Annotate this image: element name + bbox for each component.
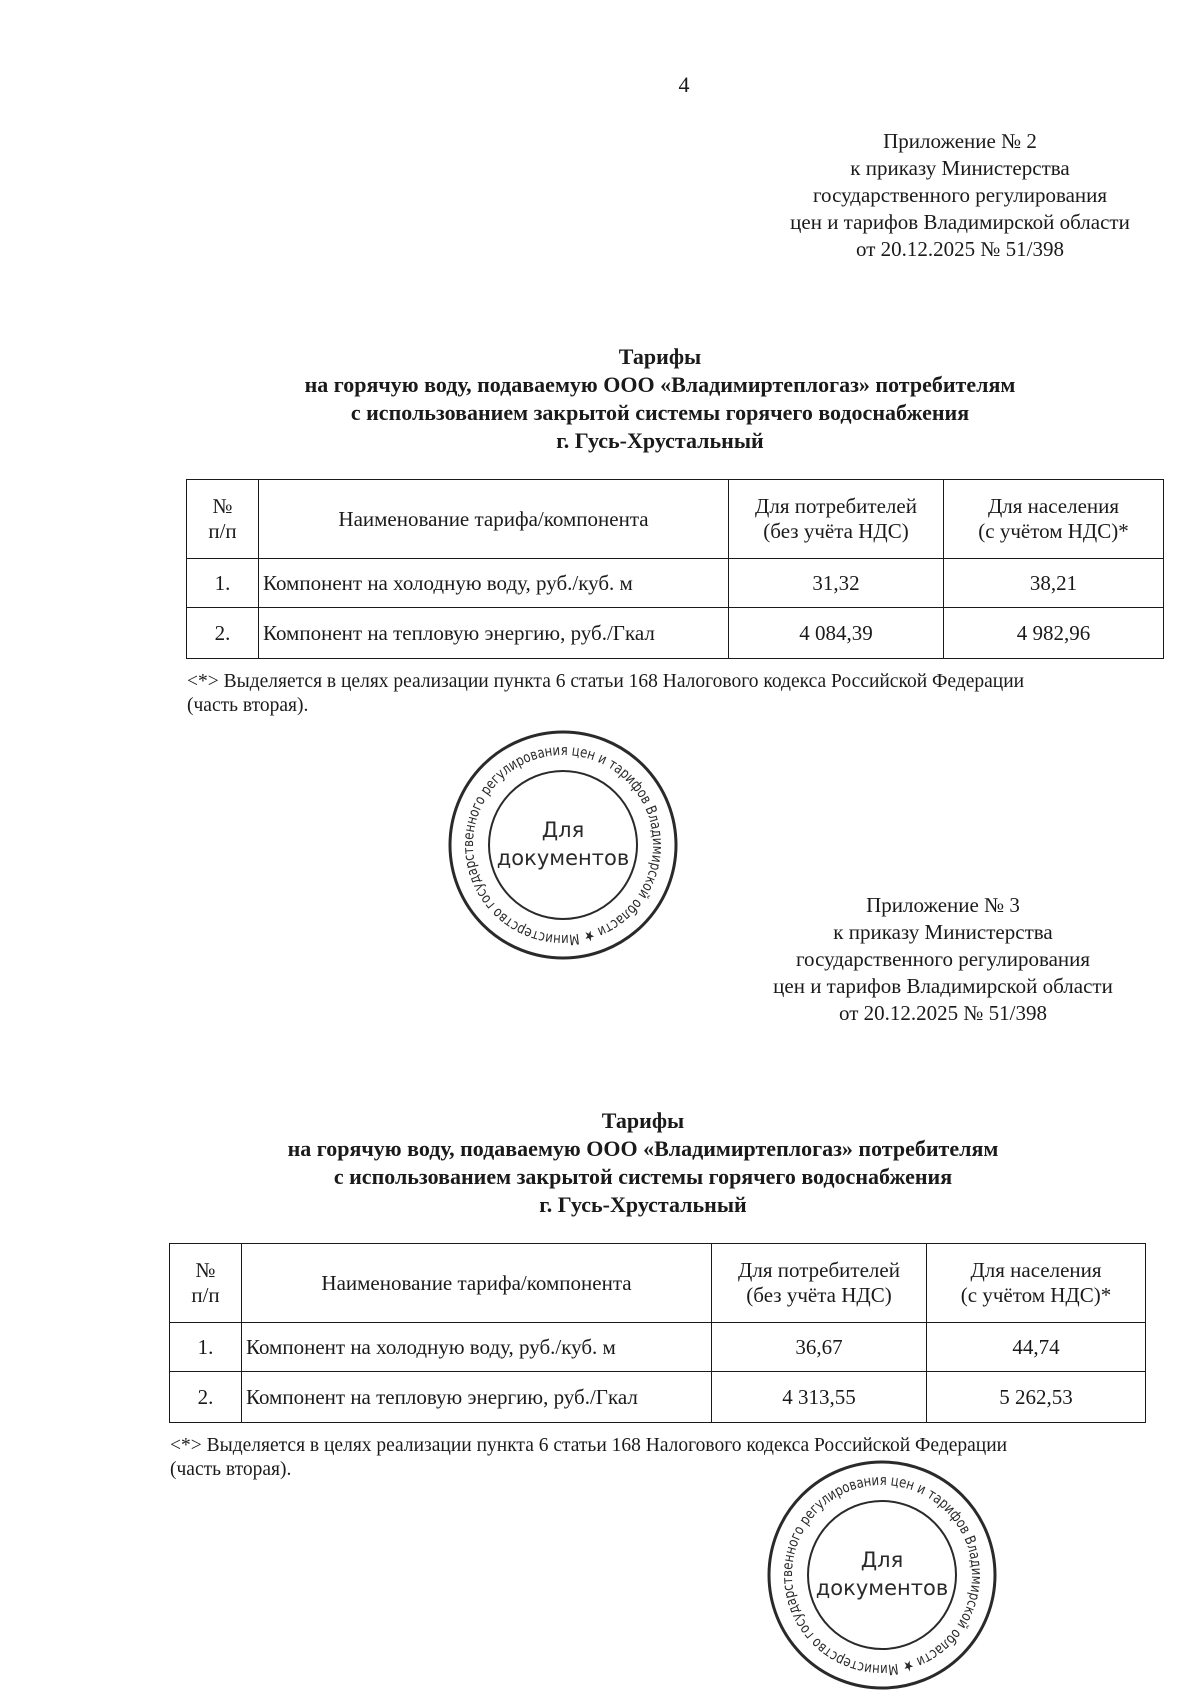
official-stamp-2 [762, 1455, 1002, 1695]
stamp-center-line: документов [815, 1576, 949, 1600]
title-line: на горячую воду, подаваемую ООО «Владимиртеплогаз» потребителям [304, 372, 1016, 397]
stamp-center-line: Для [860, 1548, 904, 1572]
stamp-center-line: Для [541, 818, 585, 842]
header-number-line: п/п [191, 1283, 220, 1307]
header-population-line: (с учётом НДС)* [960, 1283, 1112, 1307]
header-population [927, 1244, 1146, 1323]
appendix-line: Приложение № 3 [866, 893, 1020, 917]
tariff-table-2 [169, 1243, 1146, 1423]
header-consumers [712, 1244, 927, 1323]
stamp-outer-ring [450, 732, 676, 958]
table-row [187, 608, 1164, 659]
header-number [170, 1244, 242, 1323]
cell-name: Компонент на холодную воду, руб./куб. м [259, 559, 729, 608]
stamp-inner-ring [489, 771, 637, 919]
header-consumers [729, 480, 944, 559]
tariff-title-2 [183, 1107, 1103, 1219]
appendix-line: к приказу Министерства [833, 920, 1053, 944]
stamp-ring-textpath: Министерство государственного регулирования цен и тарифов Владимирской области ★ [779, 1472, 985, 1678]
table-row [187, 559, 1164, 608]
cell-number: 1. [170, 1323, 242, 1372]
appendix-line: к приказу Министерства [850, 156, 1070, 180]
table-header-row [187, 480, 1164, 559]
header-number-line: № [195, 1258, 216, 1282]
table-row [170, 1372, 1146, 1423]
header-number [187, 480, 259, 559]
title-line: с использованием закрытой системы горячего водоснабжения [333, 1164, 953, 1189]
header-consumers-line: (без учёта НДС) [746, 1283, 892, 1307]
cell-population: 44,74 [927, 1323, 1146, 1372]
cell-name: Компонент на тепловую энергию, руб./Гкал [242, 1372, 712, 1423]
appendix-line: от 20.12.2025 № 51/398 [855, 237, 1065, 261]
cell-number: 2. [170, 1372, 242, 1423]
stamp-outer-ring [769, 1462, 995, 1688]
title-line: Тарифы [618, 344, 702, 369]
title-line: г. Гусь-Хрустальный [539, 1192, 747, 1217]
header-consumers-line: (без учёта НДС) [763, 519, 909, 543]
tariff-table-1 [186, 479, 1164, 659]
header-name: Наименование тарифа/компонента [242, 1244, 712, 1323]
page-number: 4 [678, 72, 690, 97]
cell-number: 1. [187, 559, 259, 608]
official-stamp-1 [443, 725, 683, 965]
header-population-line: (с учётом НДС)* [978, 519, 1129, 543]
header-number-line: № [212, 494, 233, 518]
appendix-line: государственного регулирования [795, 947, 1091, 971]
title-line: с использованием закрытой системы горячего водоснабжения [350, 400, 970, 425]
appendix-line: цен и тарифов Владимирской области [773, 974, 1113, 998]
tariff-title-1 [200, 343, 1120, 455]
appendix-line: Приложение № 2 [883, 129, 1037, 153]
stamp-inner-ring [808, 1501, 956, 1649]
stamp-ring-text [461, 743, 665, 947]
cell-consumers: 4 313,55 [712, 1372, 927, 1423]
cell-population: 4 982,96 [944, 608, 1164, 659]
footnote-line: <*> Выделяется в целях реализации пункта 6 статьи 168 Налогового кодекса Российской Федерации [187, 671, 1025, 692]
header-name: Наименование тарифа/компонента [259, 480, 729, 559]
table-row [170, 1323, 1146, 1372]
header-population-line: Для населения [987, 494, 1120, 518]
title-line: на горячую воду, подаваемую ООО «Владимиртеплогаз» потребителям [287, 1136, 999, 1161]
header-population [944, 480, 1164, 559]
footnote-line: (часть вторая). [170, 1459, 292, 1480]
header-consumers-line: Для потребителей [755, 494, 917, 518]
appendix-header-2 [760, 128, 1160, 263]
appendix-header-3 [743, 892, 1143, 1027]
cell-consumers: 36,67 [712, 1323, 927, 1372]
cell-population: 5 262,53 [927, 1372, 1146, 1423]
appendix-line: государственного регулирования [812, 183, 1108, 207]
title-line: г. Гусь-Хрустальный [556, 428, 764, 453]
footnote-line: (часть вторая). [187, 695, 309, 716]
cell-name: Компонент на тепловую энергию, руб./Гкал [259, 608, 729, 659]
cell-consumers: 31,32 [729, 559, 944, 608]
stamp-ring-text [780, 1473, 984, 1677]
cell-consumers: 4 084,39 [729, 608, 944, 659]
stamp-ring-textpath: Министерство государственного регулирования цен и тарифов Владимирской области ★ [460, 742, 666, 948]
cell-number: 2. [187, 608, 259, 659]
appendix-line: от 20.12.2025 № 51/398 [838, 1001, 1048, 1025]
footnote-line: <*> Выделяется в целях реализации пункта 6 статьи 168 Налогового кодекса Российской Федерации [170, 1435, 1008, 1456]
appendix-line: цен и тарифов Владимирской области [790, 210, 1130, 234]
table-header-row [170, 1244, 1146, 1323]
title-line: Тарифы [601, 1108, 685, 1133]
cell-name: Компонент на холодную воду, руб./куб. м [242, 1323, 712, 1372]
footnote-1 [187, 670, 1024, 718]
header-number-line: п/п [208, 519, 237, 543]
header-consumers-line: Для потребителей [738, 1258, 900, 1282]
cell-population: 38,21 [944, 559, 1164, 608]
header-population-line: Для населения [970, 1258, 1102, 1282]
stamp-center-line: документов [496, 846, 630, 870]
